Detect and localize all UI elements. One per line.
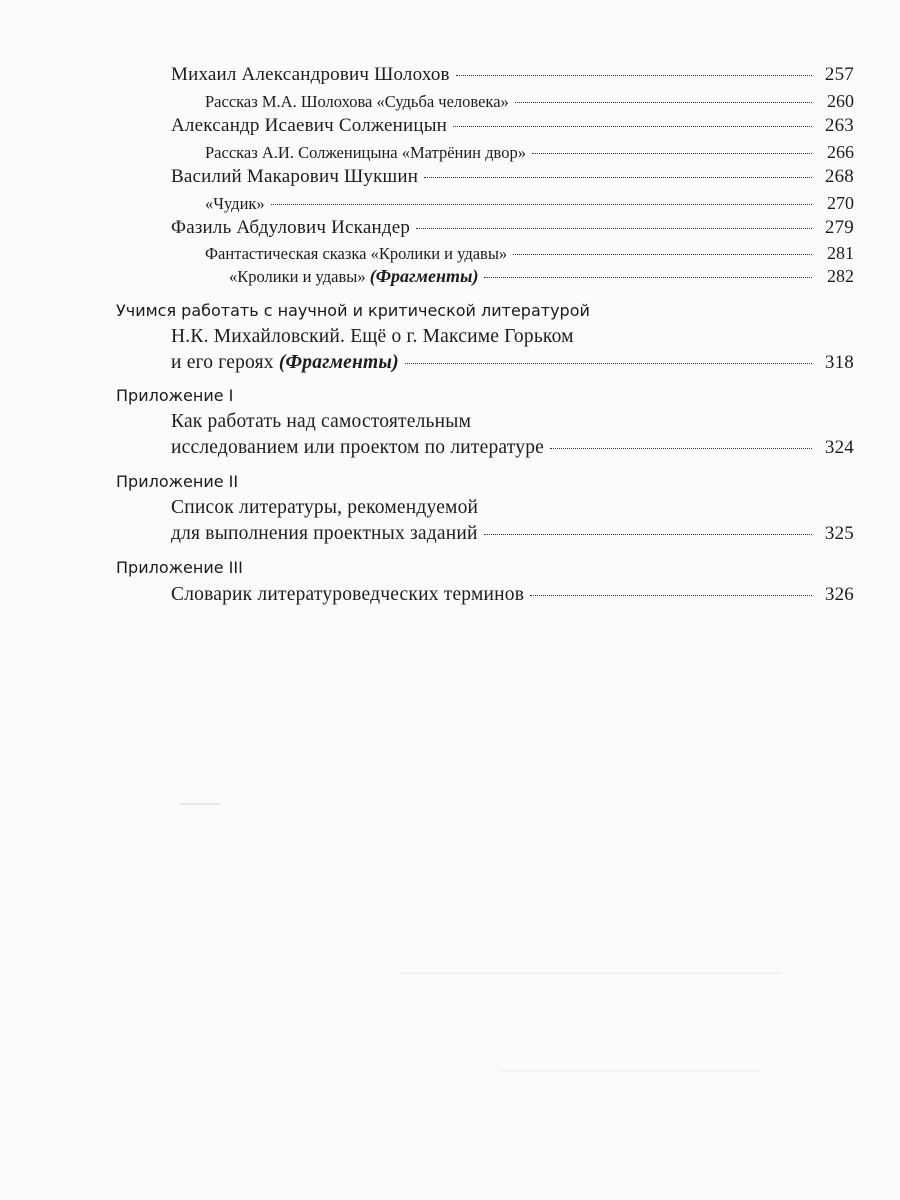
entry-page: 325 bbox=[824, 523, 854, 544]
entry-title bbox=[229, 266, 478, 287]
entry-page: 257 bbox=[824, 64, 854, 85]
toc-entry-mikhailovsky[interactable] bbox=[171, 352, 854, 374]
section-heading-app1: Приложение I bbox=[116, 386, 234, 405]
entry-title: Фазиль Абдулович Искандер bbox=[171, 217, 411, 238]
toc-entry-app1[interactable] bbox=[171, 437, 854, 459]
entry-title: Александр Исаевич Солженицын bbox=[171, 115, 448, 136]
entry-title: Фантастическая сказка «Кролики и удавы» bbox=[205, 244, 508, 263]
leader-dots bbox=[532, 153, 812, 154]
show-through-mark bbox=[180, 803, 220, 805]
leader-dots bbox=[456, 75, 812, 76]
leader-dots bbox=[530, 595, 812, 596]
entry-page: 270 bbox=[827, 193, 854, 213]
section-heading-app2: Приложение II bbox=[116, 472, 239, 491]
toc-entry-app2[interactable] bbox=[171, 523, 854, 545]
entry-page: 324 bbox=[824, 437, 854, 458]
toc-entry-sudba[interactable] bbox=[205, 91, 854, 112]
toc-entry-kroliki-fragmenty[interactable] bbox=[229, 266, 854, 287]
entry-title-text: «Кролики и удавы» bbox=[229, 267, 366, 286]
entry-page: 318 bbox=[824, 352, 854, 373]
entry-page: 282 bbox=[827, 266, 854, 286]
app2-entry-line1[interactable]: Список литературы, рекомендуемой bbox=[171, 497, 479, 518]
entry-title: исследованием или проектом по литературе bbox=[171, 437, 544, 458]
entry-title: «Чудик» bbox=[205, 194, 265, 213]
entry-page: 266 bbox=[827, 142, 854, 162]
entry-title: Рассказ М.А. Шолохова «Судьба человека» bbox=[205, 92, 509, 111]
entry-title: Василий Макарович Шукшин bbox=[171, 166, 419, 187]
show-through-mark bbox=[400, 972, 780, 974]
app1-entry-line1[interactable]: Как работать над самостоятельным bbox=[171, 411, 472, 432]
toc-entry-kroliki-skazka[interactable] bbox=[205, 243, 854, 264]
toc-entry-matryonin[interactable] bbox=[205, 142, 854, 163]
entry-page: 263 bbox=[824, 115, 854, 136]
section-heading-critical: Учимся работать с научной и критической литературой bbox=[116, 301, 590, 320]
toc-entry-solzhenitsyn[interactable] bbox=[171, 115, 854, 137]
entry-title: для выполнения проектных заданий bbox=[171, 523, 478, 544]
entry-page: 281 bbox=[827, 243, 854, 263]
entry-page: 268 bbox=[824, 166, 854, 187]
entry-title: Рассказ А.И. Солженицына «Матрёнин двор» bbox=[205, 143, 526, 162]
entry-page: 260 bbox=[827, 91, 854, 111]
leader-dots bbox=[515, 102, 812, 103]
section-heading-app3: Приложение III bbox=[116, 558, 243, 577]
entry-title: Словарик литературоведческих терминов bbox=[171, 584, 525, 605]
leader-dots bbox=[513, 254, 812, 255]
leader-dots bbox=[484, 534, 812, 535]
entry-title-italic: (Фрагменты) bbox=[369, 266, 479, 286]
leader-dots bbox=[405, 363, 812, 364]
entry-title-italic: (Фрагменты) bbox=[278, 352, 399, 373]
leader-dots bbox=[453, 126, 812, 127]
toc-entry-chudik[interactable] bbox=[205, 193, 854, 214]
toc-entry-sholokhov[interactable] bbox=[171, 64, 854, 86]
leader-dots bbox=[424, 177, 812, 178]
leader-dots bbox=[271, 204, 812, 205]
leader-dots bbox=[416, 228, 812, 229]
entry-title-text: и его героях bbox=[171, 352, 274, 373]
entry-title bbox=[171, 352, 399, 374]
entry-page: 279 bbox=[824, 217, 854, 238]
show-through-mark bbox=[500, 1070, 760, 1072]
leader-dots bbox=[550, 448, 812, 449]
entry-title: Михаил Александрович Шолохов bbox=[171, 64, 450, 85]
toc-entry-iskander[interactable] bbox=[171, 217, 854, 239]
toc-entry-app3[interactable] bbox=[171, 584, 854, 606]
critical-entry-line1[interactable]: Н.К. Михайловский. Ещё о г. Максиме Горьком bbox=[171, 326, 574, 347]
entry-page: 326 bbox=[824, 584, 854, 605]
toc-entry-shukshin[interactable] bbox=[171, 166, 854, 188]
leader-dots bbox=[484, 277, 812, 278]
